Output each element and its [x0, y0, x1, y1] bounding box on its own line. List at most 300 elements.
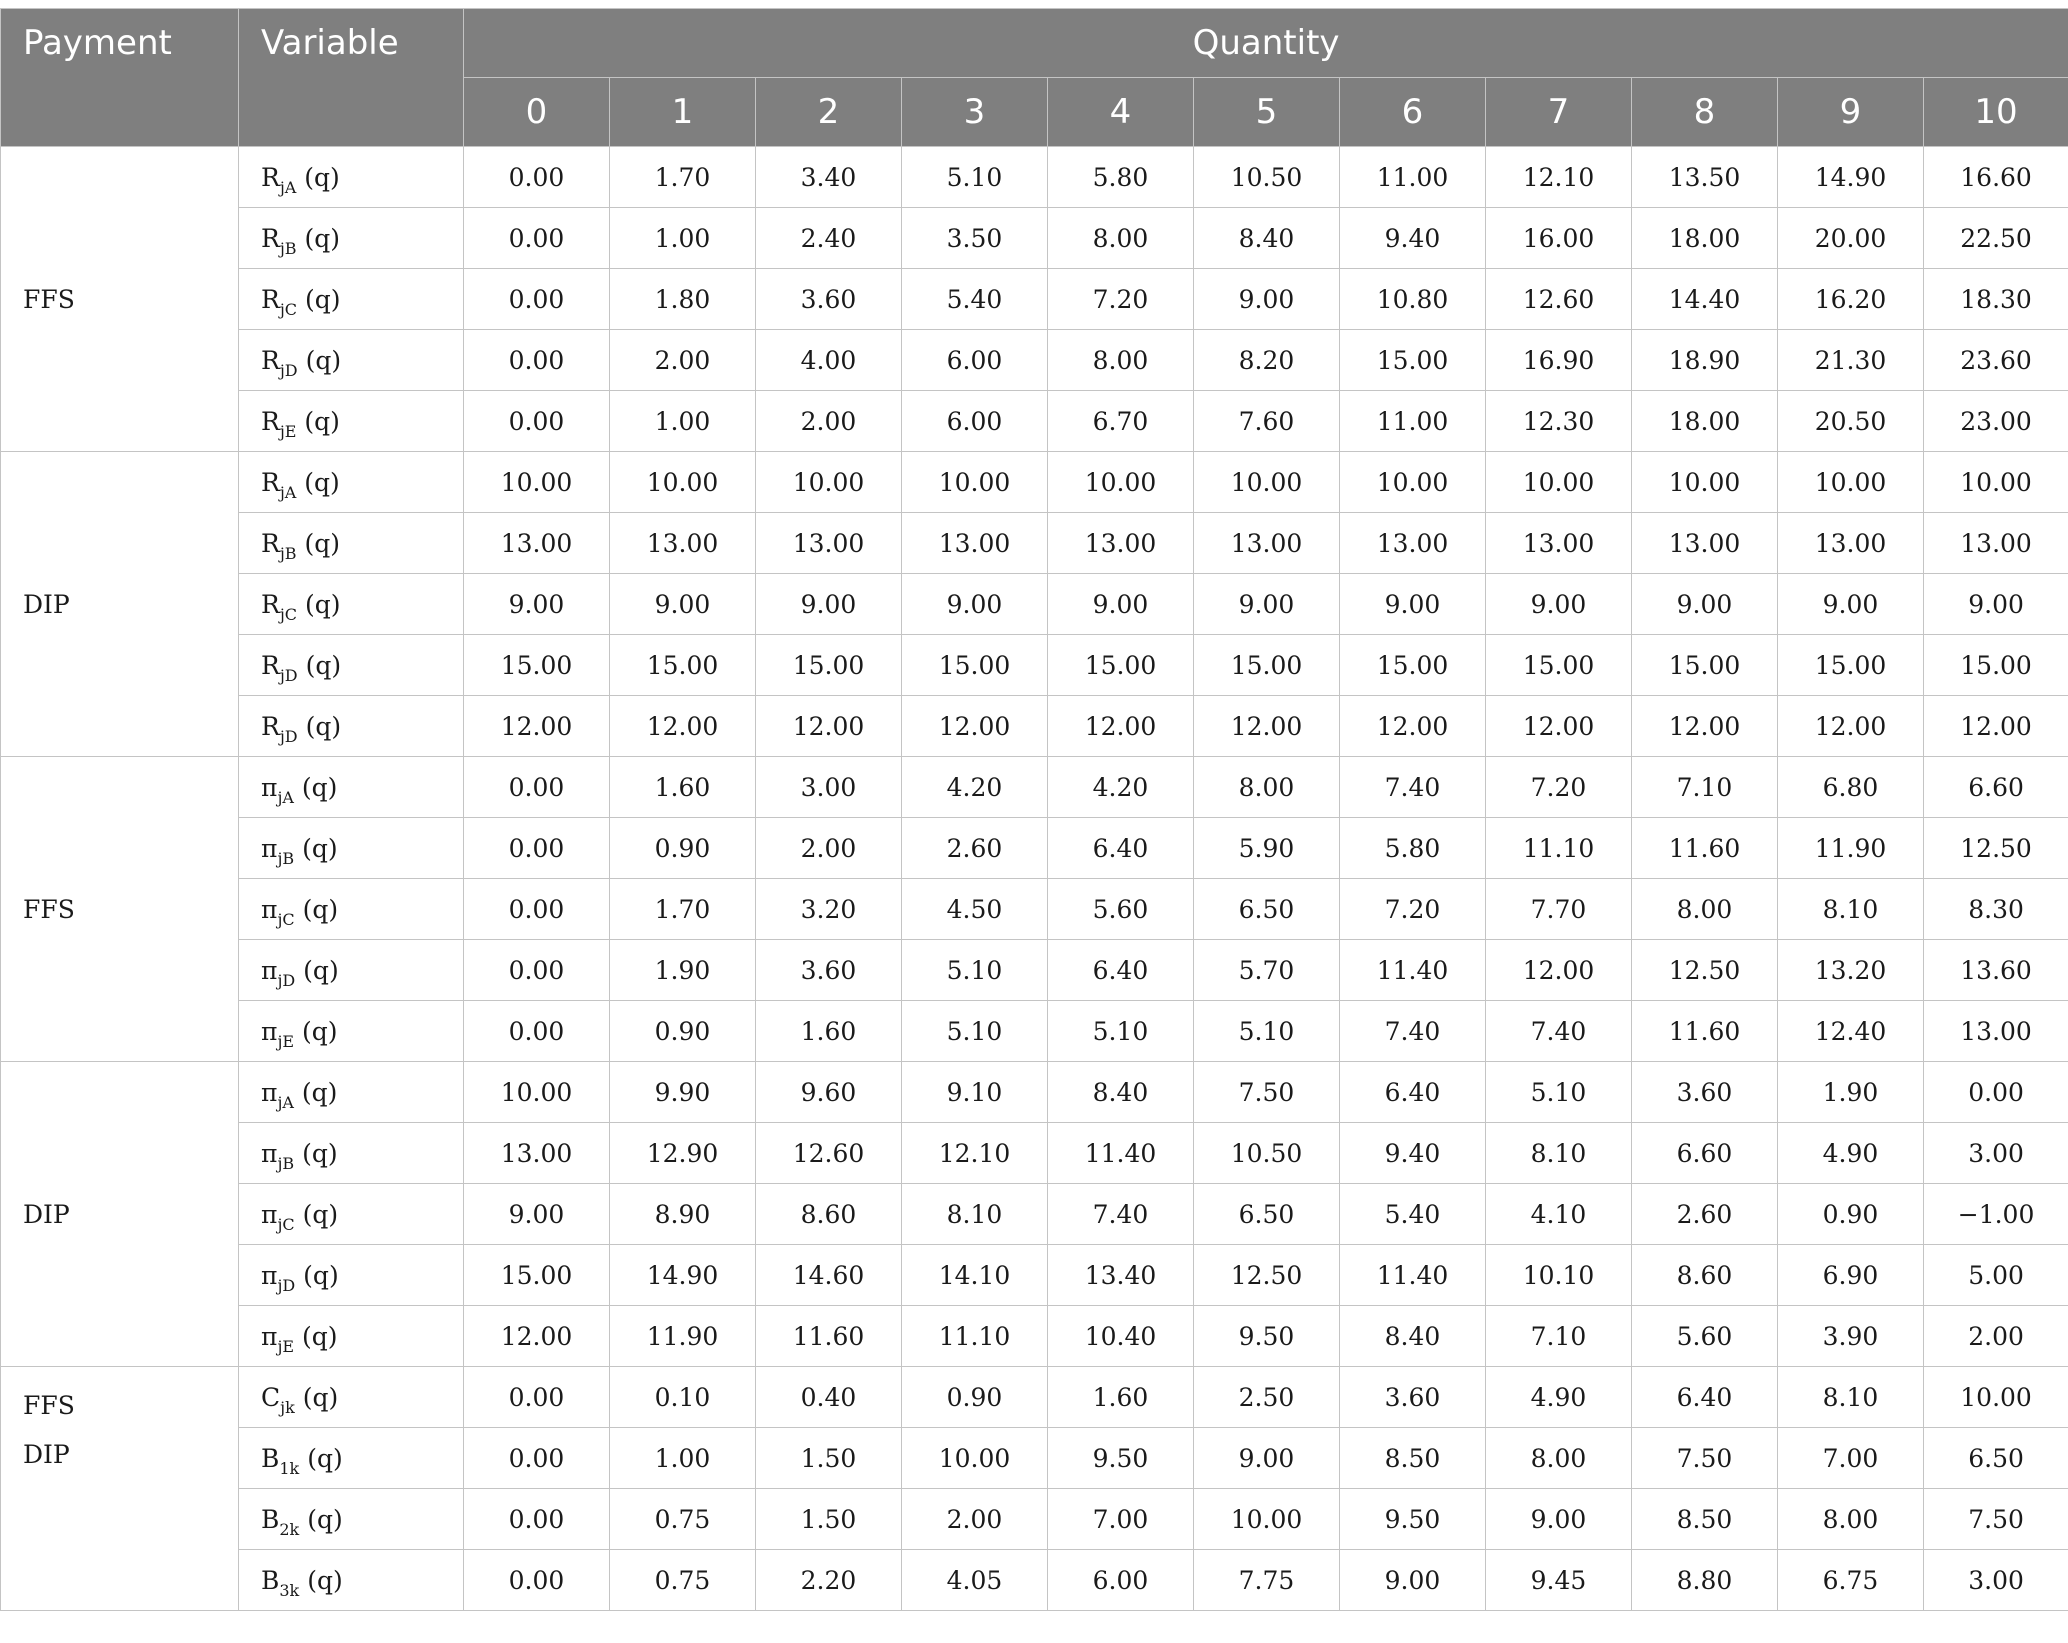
value-cell: 10.50 [1194, 147, 1340, 208]
value-cell: 10.00 [1924, 1367, 2068, 1428]
value-cell: 10.00 [1632, 452, 1778, 513]
variable-argument: (q) [293, 1077, 338, 1107]
value-cell: 9.00 [1194, 269, 1340, 330]
value-cell: 7.60 [1194, 391, 1340, 452]
variable-cell [239, 1550, 464, 1611]
value-cell: 11.10 [1486, 818, 1632, 879]
value-cell: 1.00 [610, 391, 756, 452]
value-cell: 13.60 [1924, 940, 2068, 1001]
variable-argument: (q) [297, 589, 341, 619]
variable-cell [239, 696, 464, 757]
value-cell: 10.00 [1340, 452, 1486, 513]
variable-cell [239, 1428, 464, 1489]
value-cell: 10.50 [1194, 1123, 1340, 1184]
table-row [1, 208, 2068, 269]
variable-cell [239, 452, 464, 513]
value-cell: 13.20 [1778, 940, 1924, 1001]
variable-symbol: R [261, 589, 280, 619]
value-cell: 2.00 [756, 818, 902, 879]
table-row [1, 1184, 2068, 1245]
table-header [1, 9, 2068, 147]
variable-cell [239, 940, 464, 1001]
value-cell: 8.10 [1778, 1367, 1924, 1428]
value-cell: 13.00 [1486, 513, 1632, 574]
value-cell: 13.40 [1048, 1245, 1194, 1306]
value-cell: 18.90 [1632, 330, 1778, 391]
value-cell: 12.00 [902, 696, 1048, 757]
variable-argument: (q) [295, 1260, 339, 1290]
value-cell: 12.40 [1778, 1001, 1924, 1062]
variable-cell [239, 635, 464, 696]
value-cell: 11.00 [1340, 391, 1486, 452]
value-cell: 1.60 [756, 1001, 902, 1062]
variable-subscript: jB [277, 1153, 295, 1173]
value-cell: 12.10 [902, 1123, 1048, 1184]
value-cell: 5.10 [1048, 1001, 1194, 1062]
variable-subscript: jD [277, 1275, 296, 1295]
variable-cell [239, 879, 464, 940]
value-cell: 0.00 [464, 1489, 610, 1550]
value-cell: 2.00 [610, 330, 756, 391]
payment-cell [1, 757, 239, 1062]
value-cell: 5.40 [902, 269, 1048, 330]
value-cell: 8.50 [1632, 1489, 1778, 1550]
value-cell: 13.00 [902, 513, 1048, 574]
value-cell: 3.90 [1778, 1306, 1924, 1367]
value-cell: 6.75 [1778, 1550, 1924, 1611]
variable-argument: (q) [294, 833, 338, 863]
quantity-header-9: 9 [1778, 78, 1924, 147]
variable-argument: (q) [294, 1199, 339, 1229]
variable-subscript: jB [277, 848, 295, 868]
value-cell: 5.80 [1048, 147, 1194, 208]
value-cell: 1.00 [610, 1428, 756, 1489]
value-cell: 8.20 [1194, 330, 1340, 391]
variable-argument: (q) [294, 1382, 339, 1412]
value-cell: 0.00 [464, 940, 610, 1001]
value-cell: 9.00 [1632, 574, 1778, 635]
value-cell: 2.00 [902, 1489, 1048, 1550]
table-row [1, 1489, 2068, 1550]
variable-symbol: π [261, 1016, 278, 1046]
value-cell: 9.00 [464, 574, 610, 635]
variable-subscript: jC [277, 1214, 295, 1234]
value-cell: 16.60 [1924, 147, 2068, 208]
variable-argument: (q) [296, 223, 341, 253]
value-cell: 7.40 [1340, 757, 1486, 818]
table-row [1, 452, 2068, 513]
value-cell: 12.90 [610, 1123, 756, 1184]
variable-cell [239, 1489, 464, 1550]
value-cell: 18.00 [1632, 391, 1778, 452]
variable-argument: (q) [297, 284, 341, 314]
value-cell: 7.50 [1632, 1428, 1778, 1489]
variable-cell [239, 330, 464, 391]
value-cell: 7.20 [1340, 879, 1486, 940]
variable-symbol: R [261, 406, 280, 436]
value-cell: 1.90 [610, 940, 756, 1001]
variable-symbol: C [261, 1382, 281, 1412]
value-cell: 7.50 [1194, 1062, 1340, 1123]
value-cell: 7.20 [1048, 269, 1194, 330]
variable-cell [239, 147, 464, 208]
table-row [1, 879, 2068, 940]
value-cell: 5.80 [1340, 818, 1486, 879]
payment-label: DIP [23, 589, 70, 619]
value-cell: 9.00 [1778, 574, 1924, 635]
variable-symbol: B [261, 1504, 280, 1534]
value-cell: 12.00 [756, 696, 902, 757]
variable-subscript: jD [279, 360, 298, 380]
variable-subscript: jk [280, 1397, 295, 1417]
value-cell: 0.00 [464, 330, 610, 391]
value-cell: 15.00 [1340, 635, 1486, 696]
value-cell: 15.00 [1194, 635, 1340, 696]
value-cell: 5.10 [902, 940, 1048, 1001]
value-cell: 13.00 [1924, 1001, 2068, 1062]
value-cell: 14.40 [1632, 269, 1778, 330]
variable-cell [239, 1306, 464, 1367]
value-cell: 1.60 [1048, 1367, 1194, 1428]
value-cell: 1.50 [756, 1428, 902, 1489]
variable-subscript: jB [279, 543, 297, 563]
value-cell: 16.20 [1778, 269, 1924, 330]
value-cell: 9.00 [610, 574, 756, 635]
variable-symbol: R [261, 711, 280, 741]
value-cell: 15.00 [1340, 330, 1486, 391]
value-cell: 2.20 [756, 1550, 902, 1611]
payment-cell [1, 1062, 239, 1367]
value-cell: 3.00 [1924, 1550, 2068, 1611]
variable-argument: (q) [294, 1321, 338, 1351]
value-cell: 9.10 [902, 1062, 1048, 1123]
value-cell: 14.10 [902, 1245, 1048, 1306]
value-cell: 7.20 [1486, 757, 1632, 818]
value-cell: 4.50 [902, 879, 1048, 940]
variable-argument: (q) [296, 162, 340, 192]
value-cell: 0.00 [464, 391, 610, 452]
variable-argument: (q) [296, 406, 340, 436]
value-cell: 10.00 [1924, 452, 2068, 513]
value-cell: 12.50 [1924, 818, 2068, 879]
variable-subscript: jC [279, 604, 298, 624]
value-cell: 12.00 [1486, 696, 1632, 757]
value-cell: 12.00 [1632, 696, 1778, 757]
value-cell: 7.40 [1048, 1184, 1194, 1245]
variable-argument: (q) [294, 894, 339, 924]
value-cell: 5.70 [1194, 940, 1340, 1001]
value-cell: 11.60 [1632, 818, 1778, 879]
value-cell: 1.80 [610, 269, 756, 330]
value-cell: 15.00 [902, 635, 1048, 696]
variable-cell [239, 1367, 464, 1428]
variable-cell [239, 1001, 464, 1062]
value-cell: 7.10 [1486, 1306, 1632, 1367]
table-row [1, 818, 2068, 879]
value-cell: 22.50 [1924, 208, 2068, 269]
value-cell: 10.00 [464, 452, 610, 513]
value-cell: 8.00 [1194, 757, 1340, 818]
variable-argument: (q) [294, 1016, 338, 1046]
value-cell: 15.00 [1778, 635, 1924, 696]
payment-cell [1, 1367, 239, 1611]
value-cell: 5.00 [1924, 1245, 2068, 1306]
value-cell: 0.00 [464, 818, 610, 879]
value-cell: 1.70 [610, 879, 756, 940]
table-row [1, 1367, 2068, 1428]
table-row [1, 391, 2068, 452]
value-cell: 0.00 [464, 879, 610, 940]
table-row [1, 1245, 2068, 1306]
value-cell: 7.40 [1340, 1001, 1486, 1062]
value-cell: 10.10 [1486, 1245, 1632, 1306]
variable-argument: (q) [294, 1138, 338, 1168]
value-cell: 13.00 [1924, 513, 2068, 574]
value-cell: 8.50 [1340, 1428, 1486, 1489]
value-cell: 7.10 [1632, 757, 1778, 818]
table-row [1, 696, 2068, 757]
variable-cell [239, 391, 464, 452]
value-cell: 10.00 [1194, 1489, 1340, 1550]
value-cell: 3.20 [756, 879, 902, 940]
value-cell: 1.70 [610, 147, 756, 208]
value-cell: 12.00 [1048, 696, 1194, 757]
variable-subscript: jE [279, 421, 297, 441]
value-cell: 11.90 [1778, 818, 1924, 879]
variable-cell [239, 1062, 464, 1123]
variable-cell [239, 574, 464, 635]
variable-subscript: jD [279, 726, 298, 746]
value-cell: 9.40 [1340, 1123, 1486, 1184]
variable-cell [239, 1184, 464, 1245]
value-cell: 8.40 [1048, 1062, 1194, 1123]
value-cell: 6.50 [1924, 1428, 2068, 1489]
quantity-header-2: 2 [756, 78, 902, 147]
table-row [1, 513, 2068, 574]
value-cell: 11.10 [902, 1306, 1048, 1367]
value-cell: 9.00 [1048, 574, 1194, 635]
quantity-header-10: 10 [1924, 78, 2068, 147]
quantity-header-4: 4 [1048, 78, 1194, 147]
value-cell: 7.50 [1924, 1489, 2068, 1550]
value-cell: 12.00 [1194, 696, 1340, 757]
value-cell: 14.90 [1778, 147, 1924, 208]
value-cell: 6.40 [1048, 818, 1194, 879]
value-cell: 6.00 [1048, 1550, 1194, 1611]
table-body [1, 147, 2068, 1611]
value-cell: 0.90 [902, 1367, 1048, 1428]
variable-subscript: 3k [279, 1580, 300, 1600]
variable-cell [239, 1245, 464, 1306]
payment-label: FFS [23, 1391, 75, 1420]
value-cell: 0.00 [464, 1367, 610, 1428]
value-cell: 11.90 [610, 1306, 756, 1367]
table-row [1, 269, 2068, 330]
value-cell: 0.00 [1924, 1062, 2068, 1123]
variable-symbol: π [261, 1138, 278, 1168]
value-cell: 11.40 [1340, 940, 1486, 1001]
value-cell: 3.40 [756, 147, 902, 208]
value-cell: 12.00 [1340, 696, 1486, 757]
value-cell: 0.00 [464, 1001, 610, 1062]
value-cell: 1.00 [610, 208, 756, 269]
value-cell: 14.90 [610, 1245, 756, 1306]
quantity-header-7: 7 [1486, 78, 1632, 147]
value-cell: −1.00 [1924, 1184, 2068, 1245]
value-cell: 0.40 [756, 1367, 902, 1428]
payment-label: DIP [23, 1440, 70, 1469]
value-cell: 0.75 [610, 1489, 756, 1550]
value-cell: 2.60 [902, 818, 1048, 879]
variable-argument: (q) [299, 1443, 343, 1473]
value-cell: 13.00 [1048, 513, 1194, 574]
value-cell: 13.00 [1778, 513, 1924, 574]
variable-symbol: B [261, 1443, 280, 1473]
value-cell: 9.00 [464, 1184, 610, 1245]
payment-label: FFS [23, 284, 75, 314]
value-cell: 12.00 [1486, 940, 1632, 1001]
table-row [1, 757, 2068, 818]
value-cell: 6.00 [902, 330, 1048, 391]
value-cell: 7.40 [1486, 1001, 1632, 1062]
quantity-header-8: 8 [1632, 78, 1778, 147]
value-cell: 10.80 [1340, 269, 1486, 330]
value-cell: 3.00 [756, 757, 902, 818]
variable-symbol: π [261, 1321, 278, 1351]
variable-subscript: jA [279, 482, 297, 502]
quantity-header-3: 3 [902, 78, 1048, 147]
value-cell: 12.00 [464, 1306, 610, 1367]
value-cell: 5.90 [1194, 818, 1340, 879]
value-cell: 6.80 [1778, 757, 1924, 818]
variable-symbol: R [261, 528, 280, 558]
variable-subscript: jC [279, 299, 298, 319]
variable-argument: (q) [297, 650, 342, 680]
value-cell: 8.00 [1632, 879, 1778, 940]
variable-symbol: R [261, 223, 280, 253]
value-cell: 3.60 [756, 940, 902, 1001]
value-cell: 8.40 [1340, 1306, 1486, 1367]
value-cell: 0.10 [610, 1367, 756, 1428]
variable-argument: (q) [297, 345, 342, 375]
value-cell: 8.90 [610, 1184, 756, 1245]
variable-cell [239, 513, 464, 574]
quantity-header-1: 1 [610, 78, 756, 147]
value-cell: 9.00 [756, 574, 902, 635]
value-cell: 10.00 [902, 452, 1048, 513]
value-cell: 15.00 [1048, 635, 1194, 696]
value-cell: 7.75 [1194, 1550, 1340, 1611]
value-cell: 15.00 [1486, 635, 1632, 696]
variable-argument: (q) [293, 772, 338, 802]
value-cell: 9.00 [1486, 1489, 1632, 1550]
variable-cell [239, 818, 464, 879]
value-cell: 3.50 [902, 208, 1048, 269]
value-cell: 20.50 [1778, 391, 1924, 452]
value-cell: 8.10 [902, 1184, 1048, 1245]
value-cell: 9.00 [1924, 574, 2068, 635]
value-cell: 13.50 [1632, 147, 1778, 208]
value-cell: 1.90 [1778, 1062, 1924, 1123]
value-cell: 9.50 [1048, 1428, 1194, 1489]
value-cell: 10.40 [1048, 1306, 1194, 1367]
value-cell: 15.00 [1632, 635, 1778, 696]
value-cell: 0.90 [610, 1001, 756, 1062]
value-cell: 6.40 [1048, 940, 1194, 1001]
variable-symbol: π [261, 1260, 278, 1290]
value-cell: 15.00 [756, 635, 902, 696]
value-cell: 2.60 [1632, 1184, 1778, 1245]
value-cell: 12.00 [1924, 696, 2068, 757]
value-cell: 8.30 [1924, 879, 2068, 940]
variable-cell [239, 269, 464, 330]
value-cell: 6.00 [902, 391, 1048, 452]
value-cell: 0.00 [464, 757, 610, 818]
value-cell: 1.50 [756, 1489, 902, 1550]
value-cell: 5.10 [902, 1001, 1048, 1062]
value-cell: 9.50 [1340, 1489, 1486, 1550]
value-cell: 10.00 [1194, 452, 1340, 513]
quantity-group-header: Quantity [464, 9, 2068, 78]
variable-subscript: jE [277, 1336, 295, 1356]
variable-symbol: π [261, 955, 278, 985]
variable-symbol: π [261, 894, 278, 924]
variable-subscript: jA [277, 787, 294, 807]
variable-subscript: jE [277, 1031, 295, 1051]
value-cell: 3.60 [1632, 1062, 1778, 1123]
value-cell: 5.60 [1048, 879, 1194, 940]
value-cell: 0.75 [610, 1550, 756, 1611]
value-cell: 3.00 [1924, 1123, 2068, 1184]
value-cell: 15.00 [464, 635, 610, 696]
value-cell: 2.00 [756, 391, 902, 452]
variable-column-header: Variable [239, 9, 464, 147]
value-cell: 8.40 [1194, 208, 1340, 269]
variable-subscript: jA [279, 177, 297, 197]
value-cell: 4.10 [1486, 1184, 1632, 1245]
value-cell: 0.90 [1778, 1184, 1924, 1245]
value-cell: 4.20 [902, 757, 1048, 818]
value-cell: 9.90 [610, 1062, 756, 1123]
table-row [1, 1001, 2068, 1062]
value-cell: 9.45 [1486, 1550, 1632, 1611]
variable-symbol: B [261, 1565, 280, 1595]
value-cell: 8.00 [1048, 208, 1194, 269]
variable-cell [239, 757, 464, 818]
value-cell: 1.60 [610, 757, 756, 818]
value-cell: 8.10 [1486, 1123, 1632, 1184]
value-cell: 11.60 [756, 1306, 902, 1367]
value-cell: 13.00 [1632, 513, 1778, 574]
value-cell: 10.00 [756, 452, 902, 513]
variable-subscript: 1k [279, 1458, 300, 1478]
payment-cell [1, 452, 239, 757]
variable-cell [239, 208, 464, 269]
table-row [1, 330, 2068, 391]
variable-argument: (q) [296, 467, 340, 497]
value-cell: 11.40 [1048, 1123, 1194, 1184]
value-cell: 8.60 [756, 1184, 902, 1245]
value-cell: 12.50 [1194, 1245, 1340, 1306]
payment-label: DIP [23, 1199, 70, 1229]
value-cell: 5.10 [1194, 1001, 1340, 1062]
value-cell: 6.40 [1340, 1062, 1486, 1123]
value-cell: 4.20 [1048, 757, 1194, 818]
value-cell: 15.00 [1924, 635, 2068, 696]
variable-symbol: R [261, 650, 280, 680]
quantity-header-6: 6 [1340, 78, 1486, 147]
value-cell: 5.10 [1486, 1062, 1632, 1123]
